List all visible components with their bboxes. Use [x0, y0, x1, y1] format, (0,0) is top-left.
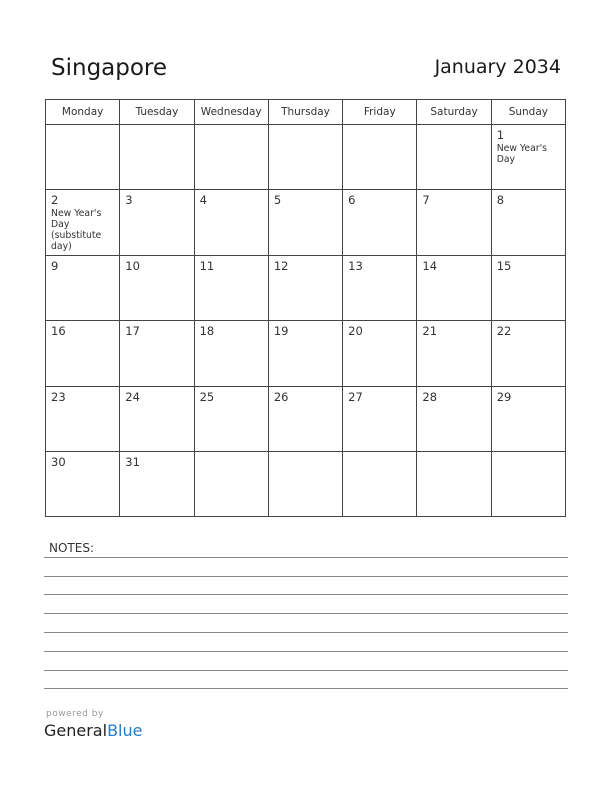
day-number: 18	[199, 324, 215, 339]
day-cell	[417, 256, 491, 321]
day-cell	[343, 321, 417, 386]
day-cell	[417, 451, 491, 516]
day-number: 21	[422, 324, 438, 339]
day-number: 2	[51, 193, 59, 208]
day-number: 29	[496, 389, 512, 404]
week-row	[46, 190, 566, 256]
day-number: 24	[125, 389, 140, 404]
day-cell	[491, 125, 565, 190]
day-cell	[491, 451, 565, 516]
day-cell	[268, 386, 342, 451]
day-cell	[417, 190, 491, 256]
day-cell	[491, 190, 565, 256]
day-cell	[120, 321, 194, 386]
day-cell	[120, 451, 194, 516]
day-number: 13	[348, 259, 363, 274]
day-cell	[491, 321, 565, 386]
day-number: 1	[496, 128, 505, 142]
brand-blue: Blue	[107, 721, 143, 740]
day-number: 30	[51, 454, 66, 469]
day-number: 4	[199, 193, 207, 208]
day-cell	[268, 321, 342, 386]
holiday-label: New Year's Day (substitute day)	[51, 208, 102, 253]
note-line	[44, 670, 568, 671]
day-cell	[194, 386, 268, 451]
day-cell	[343, 451, 417, 516]
note-line	[44, 594, 568, 595]
day-number: 14	[422, 259, 438, 274]
country-title: Singapore	[51, 55, 168, 81]
note-line	[44, 557, 568, 558]
day-cell	[120, 125, 194, 190]
weekday-header: Saturday	[417, 100, 491, 125]
day-number: 9	[51, 259, 59, 274]
day-number: 17	[125, 324, 140, 339]
day-number: 3	[125, 193, 133, 208]
day-number: 5	[273, 193, 282, 208]
day-number: 27	[348, 389, 363, 404]
day-number: 31	[125, 454, 140, 469]
day-cell	[491, 386, 565, 451]
day-cell	[491, 256, 565, 321]
note-line	[44, 688, 568, 689]
day-cell	[46, 386, 120, 451]
day-number: 28	[422, 389, 438, 404]
day-cell	[268, 256, 342, 321]
day-cell	[417, 386, 491, 451]
day-cell	[194, 125, 268, 190]
day-number: 23	[51, 389, 66, 404]
weekday-header: Thursday	[268, 100, 342, 125]
week-row	[46, 321, 566, 386]
notes-label: NOTES:	[49, 541, 94, 555]
note-line	[44, 576, 568, 577]
day-cell	[46, 451, 120, 516]
weekday-header: Monday	[46, 100, 120, 125]
weekday-header: Wednesday	[194, 100, 268, 125]
weekday-header: Sunday	[491, 100, 565, 125]
day-number: 7	[422, 193, 430, 208]
day-cell	[417, 125, 491, 190]
day-number: 10	[125, 259, 140, 274]
week-row	[46, 451, 566, 516]
day-cell	[268, 125, 342, 190]
day-number: 12	[273, 259, 289, 274]
day-number: 11	[199, 259, 215, 274]
day-cell	[120, 256, 194, 321]
day-cell	[194, 190, 268, 256]
weekday-header-row	[46, 100, 566, 125]
brand-general: General	[44, 721, 108, 740]
day-number: 8	[496, 193, 505, 208]
calendar-grid	[45, 99, 566, 517]
day-cell	[194, 451, 268, 516]
day-cell	[194, 321, 268, 386]
day-cell	[46, 125, 120, 190]
holiday-label: New Year's Day	[496, 143, 548, 165]
day-cell	[46, 256, 120, 321]
day-cell	[343, 190, 417, 256]
week-row	[46, 256, 566, 321]
brand-logo	[44, 721, 142, 740]
powered-by-text: powered by	[46, 709, 104, 719]
note-line	[44, 613, 568, 614]
note-line	[44, 632, 568, 633]
day-number: 22	[496, 324, 512, 339]
day-cell	[343, 386, 417, 451]
day-number: 19	[273, 324, 289, 339]
weekday-header: Tuesday	[120, 100, 194, 125]
day-cell	[417, 321, 491, 386]
day-cell	[343, 256, 417, 321]
day-cell	[120, 190, 194, 256]
weekday-header: Friday	[343, 100, 417, 125]
week-row	[46, 125, 566, 190]
month-year-title: January 2034	[434, 56, 561, 78]
day-cell	[46, 190, 120, 256]
day-number: 15	[496, 259, 512, 274]
day-number: 20	[348, 324, 363, 339]
day-cell	[194, 256, 268, 321]
note-line	[44, 651, 568, 652]
day-number: 6	[348, 193, 356, 208]
day-cell	[343, 125, 417, 190]
day-cell	[268, 190, 342, 256]
day-number: 25	[199, 389, 215, 404]
day-cell	[268, 451, 342, 516]
week-row	[46, 386, 566, 451]
day-cell	[120, 386, 194, 451]
day-cell	[46, 321, 120, 386]
day-number: 26	[273, 389, 289, 404]
day-number: 16	[51, 324, 66, 339]
